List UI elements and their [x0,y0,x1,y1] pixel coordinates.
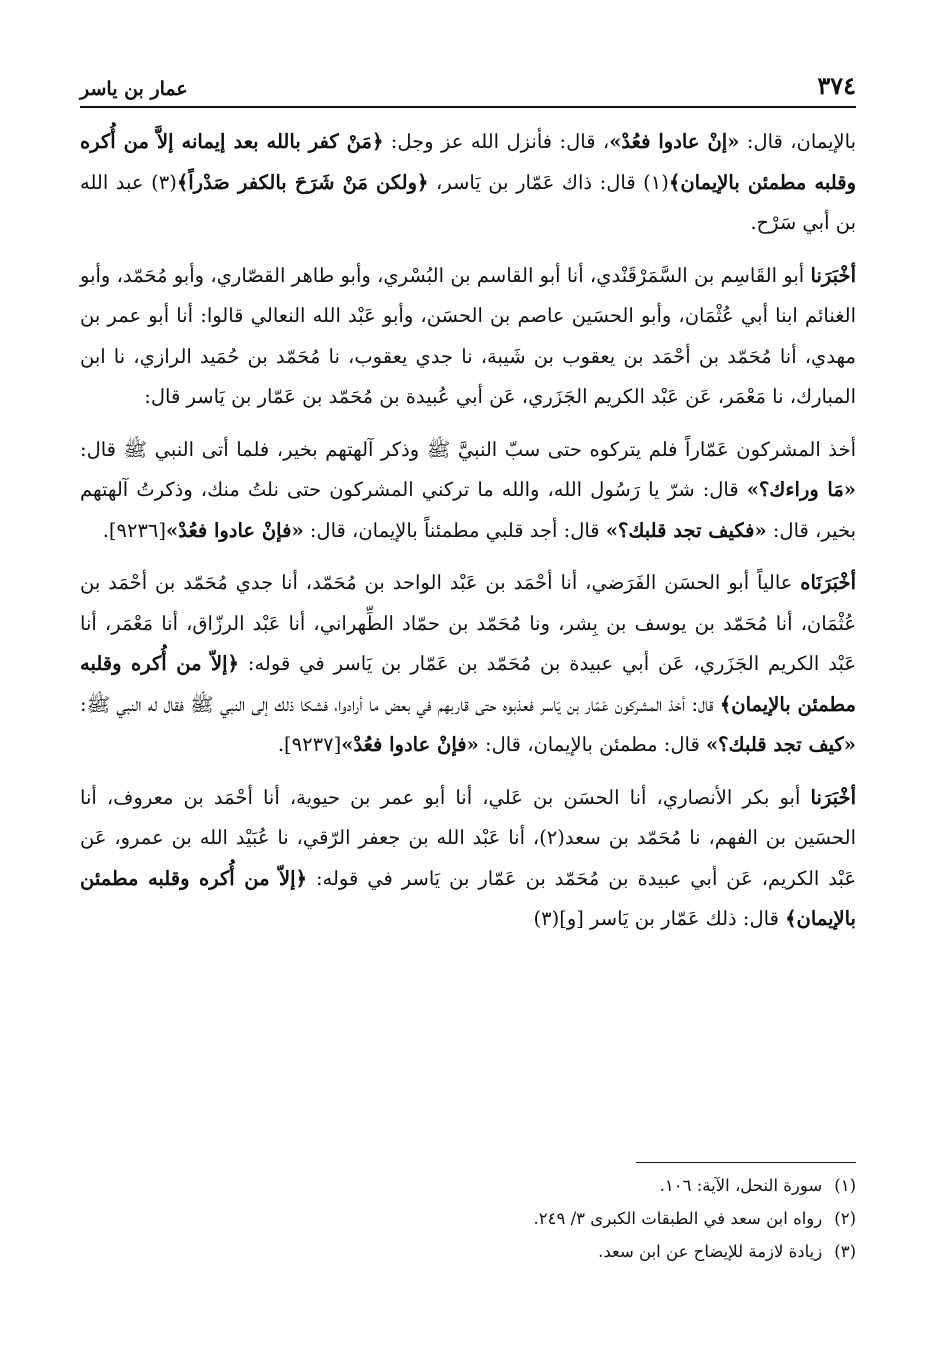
text-segment: قال: أجد قلبي مطمئناً بالإيمان، قال: [303,518,606,542]
footnote-number: (٢) [834,1209,856,1228]
body-text [80,122,856,940]
running-title: عمار بن ياسر [80,78,188,100]
quoted-text: ﴿إلاّ من أُكره وقلبه مطمئن بالإيمان﴾ [80,866,856,930]
text-segment: أبو القَاسِم بن السَّمَرْقَنْدي، أنا أبو القاسم بن البُسْري، وأبو طاهر القصّاري، وأبو مُحَمّد، وأبو الغنائم ابنا أبي عُثْمَان، وأبو الحسَين عاصم بن الحسَن، وأبو عَبْد الله النعالي قالوا: أنا أبو عمر بن مهدي، أنا مُحَمّد بن أحْمَد بن يعقوب بن شَيبة، نا جدي يعقوب، نا مُحَمّد بن حُمَيد الرازي، نا ابن المبارك، نا مَعْمَر، عَن عَبْد الكريم الجَزَري، عَن أبي عُبيدة بن مُحَمّد بن عَمّار بن يَاسر قال: [80,263,856,408]
text-segment: قال: أخذ المشركون عَمّار بن يَاسر فعذبوه حتى قاربهم في بعض ما أرادوا، فشكا ذلك إلى النبي ﷺ فقال له النبي ﷺ: [80,692,720,716]
text-segment: قال: شرّ يا رَسُول الله، والله ما تركني المشركون حتى نلتُ منك، وذكرتُ آلهتهم بخير، قال: [80,478,856,542]
text-segment: أخذ المشركون عَمّاراً فلم يتركوه حتى سبّ النبيَّ ﷺ وذكر آلهتهم بخير، فلما أتى النبي ﷺ قال: [80,437,856,461]
quoted-text: ﴿ولكن مَنْ شَرَحَ بالكفر صَدْراً﴾ [176,170,429,194]
text-segment: [٩٢٣٧]. [277,733,342,756]
paragraph-lead-word: أخْبَرَنا [810,785,856,809]
quoted-text: «فإنْ عادوا فعُدْ» [166,518,304,542]
text-segment: عالياً أبو الحسَن الفَرَضي، أنا أحْمَد بن عَبْد الواحد بن مُحَمّد، أنا جدي مُحَمّد بن أحْمَد بن عُثْمَان، أنا مُحَمّد بن يوسف بن بِشر، ونا مُحَمّد بن حمّاد الطِّهراني، أنا عَبْد الرزّاق، أنا مَعْمَر، أنا عَبْد الكريم الجَزَري، عَن أبي عبيدة بن مُحَمّد بن عَمّار بن يَاسر في قوله: [80,571,856,675]
footnote-text: رواه ابن سعد في الطبقات الكبرى ٣/ ٢٤٩. [533,1209,823,1228]
footnote-rule [636,1162,856,1163]
text-segment: قال: ذلك عَمّار بن يَاسر [و](٣) [533,907,786,930]
footnote-text: سورة النحل، الآية: ١٠٦. [659,1176,823,1195]
text-segment: أبو بكر الأنصاري، أنا الحسَن بن عَلي، أنا أبو عمر بن حيوية، أنا أحْمَد بن معروف، أنا الحسَين بن الفهم، نا مُحَمّد بن سعد(٢)، أنا عَبْد الله بن جعفر الرّقي، نا عُبَيْد الله بن عمرو، عَن عَبْد الكريم، عَن أبي عبيدة بن مُحَمّد بن عَمّار بن يَاسر في قوله: [80,785,856,890]
quoted-text: «فكيف تجد قلبك؟» [605,518,767,542]
quoted-text: «فإنْ عادوا فعُدْ» [341,733,479,756]
running-header [80,60,856,108]
text-segment: قال: مطمئن بالإيمان، قال: [478,733,706,756]
footnote-text: زيادة لازمة للإيضاح عن ابن سعد. [598,1242,823,1261]
quoted-text: «كيف تجد قلبك؟» [705,733,856,756]
paragraph [80,430,856,552]
footnote-list [80,1169,856,1268]
paragraph-lead-word: أخْبَرَنا [810,263,856,287]
paragraph-lead-word: أخْبَرَنَاه [800,571,856,594]
footnote [80,1235,856,1268]
footnote [80,1202,856,1235]
paragraph [80,122,856,244]
text-segment: (١) قال: ذاك عَمّار بن يَاسر، [428,170,669,194]
text-segment: ، قال: فأنزل الله عز وجل: [383,130,610,153]
page-number: ٣٧٤ [817,71,856,100]
text-segment: [٩٢٣٦]. [102,518,167,542]
footnote-number: (١) [834,1176,856,1195]
quoted-text: «إنْ عادوا فعُدْ» [609,130,740,153]
quoted-text: ﴿مَنْ كفر بالله بعد إيمانه إلاَّ من أُكره وقلبه مطمئن بالإيمان﴾ [80,130,857,194]
footnote-number: (٣) [834,1242,856,1261]
paragraph [80,563,856,766]
paragraph [80,778,856,940]
footnote [80,1169,856,1202]
text-segment: (٣) عبد الله بن أبي سَرْح. [80,170,856,234]
quoted-text: «مَا وراءك؟» [746,478,856,501]
quoted-text: ﴿إلاّ من أُكره وقلبه مطمئن بالإيمان﴾ [80,652,856,716]
paragraph [80,256,856,418]
footnotes [80,1162,856,1268]
text-segment: بالإيمان، قال: [739,130,856,153]
